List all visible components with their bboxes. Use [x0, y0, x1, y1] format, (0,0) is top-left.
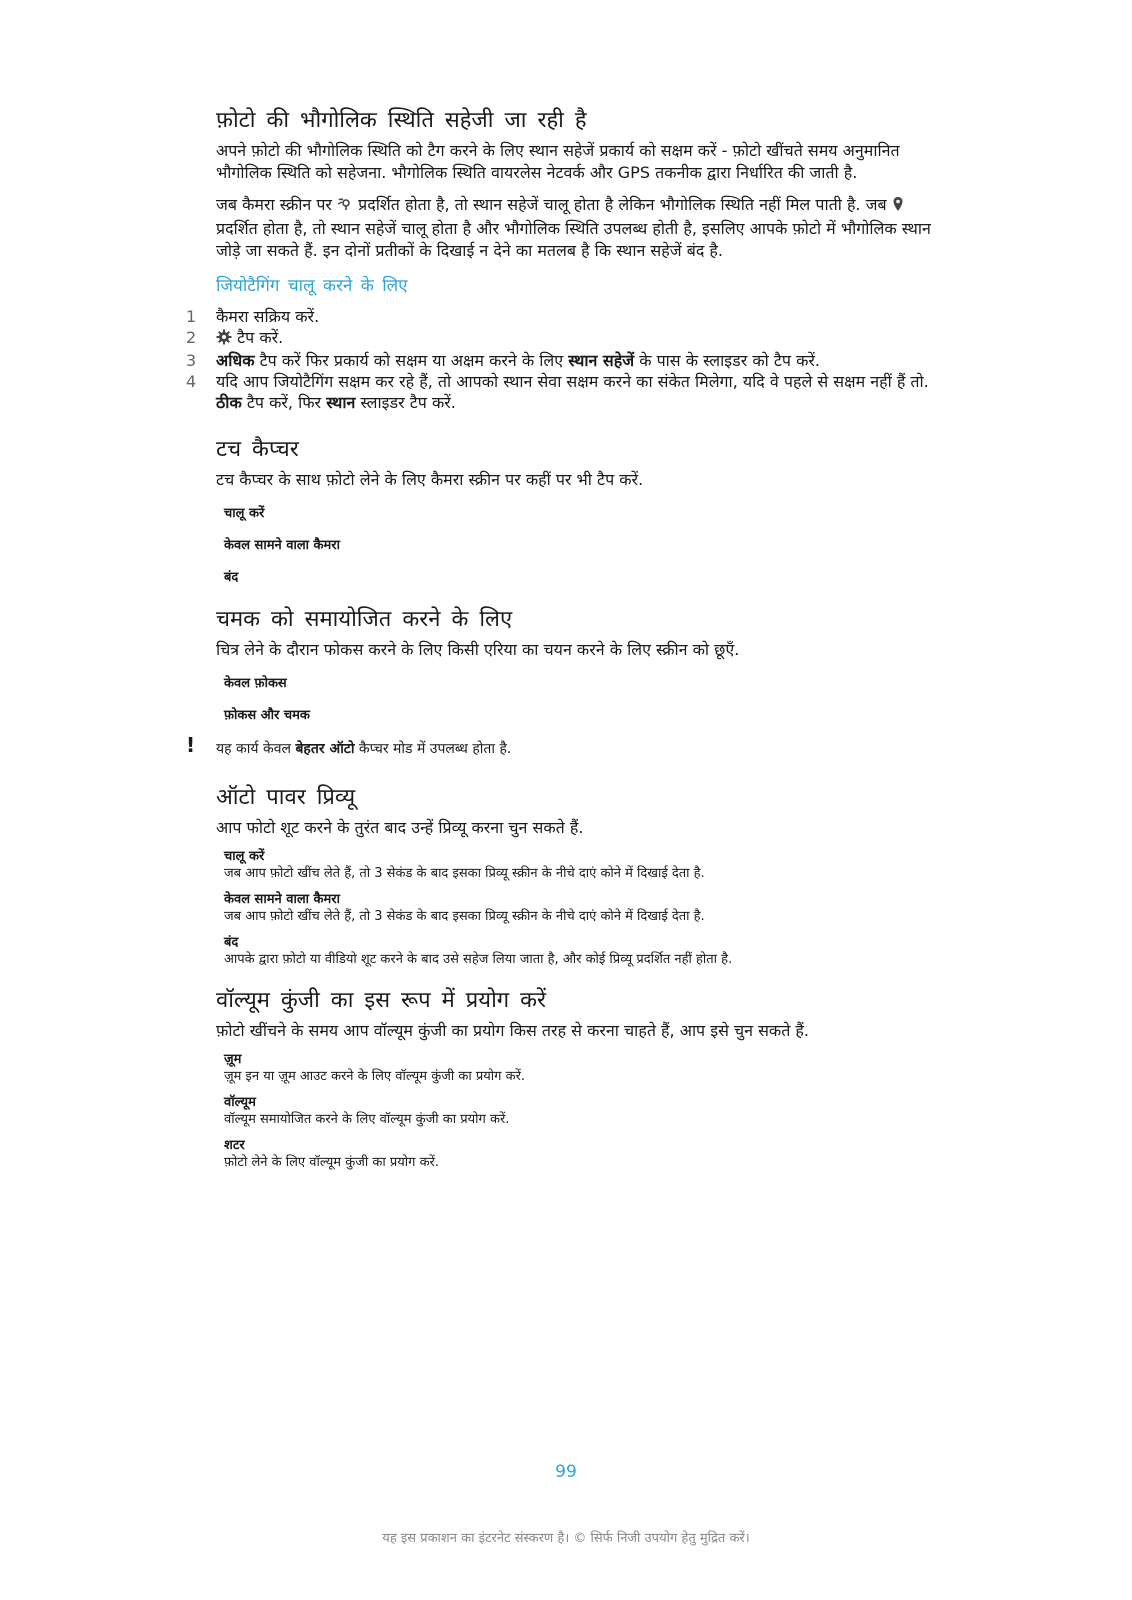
option-item: फ़ोकस और चमक: [224, 708, 310, 723]
sub-heading: जियोटैगिंग चालू करने के लिए: [216, 276, 408, 296]
section-brightness: [186, 605, 946, 759]
section-title: वॉल्यूम कुंजी का इस रूप में प्रयोग करें: [216, 988, 547, 1013]
note-text: यह कार्य केवल: [216, 741, 291, 757]
footer-text: यह इस प्रकाशन का इंटरनेट संस्करण है। © सिर्फ निजी उपयोग हेतु मुद्रित करें।: [382, 1531, 750, 1546]
option-description: जब आप फ़ोटो खींच लेते हैं, तो 3 सेकंड के बाद इसका प्रिव्यू स्क्रीन के नीचे दाएं कोने में दिखाई देता है.: [224, 866, 705, 881]
option-item: बंद: [224, 570, 239, 585]
text: प्रदर्शित होता है, तो स्थान सहेजें चालू होता है और भौगोलिक स्थिति उपलब्ध होती है, इसलिए आपके फ़ोटो में भौगोलिक स्थान जोड़े जा सकते हैं. इन दोनों प्रतीकों के दिखाई न देने का मतलब है कि स्थान सहेजें बंद है.: [216, 219, 931, 260]
option-title: ज़ूम: [224, 1052, 242, 1067]
step-number: 3: [186, 351, 197, 370]
step-text: के पास के स्लाइडर को टैप करें.: [639, 351, 821, 370]
section-title: ऑटो पावर प्रिव्यू: [216, 785, 356, 810]
section-auto-preview: [216, 783, 946, 968]
bold-term: स्थान सहेजें: [568, 351, 635, 370]
paragraph: फ़ोटो खींचने के समय आप वॉल्यूम कुंजी का प्रयोग किस तरह से करना चाहते हैं, आप इसे चुन सकते हैं.: [216, 1021, 809, 1040]
main-content: [186, 106, 946, 1189]
list-item: [186, 327, 946, 350]
steps-list: [186, 306, 946, 413]
option-item: [224, 892, 946, 925]
option-list: [224, 505, 946, 587]
step-text: टैप करें फिर प्रकार्य को सक्षम या अक्षम करने के लिए: [259, 351, 564, 370]
bold-term: बेहतर ऑटो: [295, 741, 355, 757]
bold-term: अधिक: [216, 351, 255, 370]
option-title: शटर: [224, 1138, 245, 1153]
list-item: [186, 306, 946, 327]
option-item: [224, 849, 946, 882]
gear-icon: [216, 329, 232, 350]
step-number: 4: [186, 372, 197, 391]
text: जब कैमरा स्क्रीन पर: [216, 195, 332, 214]
option-description: जब आप फ़ोटो खींच लेते हैं, तो 3 सेकंड के बाद इसका प्रिव्यू स्क्रीन के नीचे दाएं कोने में दिखाई देता है.: [224, 909, 705, 924]
section-title: फ़ोटो की भौगोलिक स्थिति सहेजी जा रही है: [216, 108, 587, 133]
step-text: टैप करें, फिर: [246, 393, 322, 412]
option-title: बंद: [224, 935, 239, 950]
step-text: यदि आप जियोटैगिंग सक्षम कर रहे हैं, तो आपको स्थान सेवा सक्षम करने का संकेत मिलेगा, यदि वे पहले से सक्षम नहीं हैं तो.: [216, 372, 929, 391]
option-item: केवल सामने वाला कैमरा: [224, 538, 340, 553]
paragraph: आप फोटो शूट करने के तुरंत बाद उन्हें प्रिव्यू करना चुन सकते हैं.: [216, 818, 584, 837]
option-description: आपके द्वारा फ़ोटो या वीडियो शूट करने के बाद उसे सहेज लिया जाता है, और कोई प्रिव्यू प्रदर्शित नहीं होता है.: [224, 952, 733, 967]
option-description: ज़ूम इन या ज़ूम आउट करने के लिए वॉल्यूम कुंजी का प्रयोग करें.: [224, 1069, 526, 1084]
option-title: वॉल्यूम: [224, 1095, 256, 1110]
bold-term: ठीक: [216, 393, 242, 412]
option-list: [224, 849, 946, 968]
bold-term: स्थान: [326, 393, 356, 412]
paragraph: अपने फ़ोटो की भौगोलिक स्थिति को टैग करने के लिए स्थान सहेजें प्रकार्य को सक्षम करें - फ़ोटो खींचते समय अनुमानित भौगोलिक स्थिति को सहेजना. भौगोलिक स्थिति वायरलेस नेटवर्क और GPS तकनीक द्वारा निर्धारित की जाती है.: [216, 141, 900, 182]
step-number: 1: [186, 307, 197, 326]
option-title: केवल सामने वाला कैमरा: [224, 892, 340, 907]
option-list: [224, 1052, 946, 1171]
option-item: चालू करें: [224, 506, 265, 521]
section-geotag: [186, 106, 946, 413]
paragraph: टच कैप्चर के साथ फ़ोटो लेने के लिए कैमरा स्क्रीन पर कहीं पर भी टैप करें.: [216, 470, 644, 489]
location-pin-icon: [892, 196, 904, 218]
list-item: [186, 350, 946, 371]
step-text: टैप करें.: [237, 328, 284, 347]
note-text: कैप्चर मोड में उपलब्ध होता है.: [358, 741, 512, 757]
step-text: कैमरा सक्रिय करें.: [216, 307, 320, 326]
step-text: स्लाइडर टैप करें.: [360, 393, 456, 412]
paragraph: चित्र लेने के दौरान फोकस करने के लिए किसी एरिया का चयन करने के लिए स्क्रीन को छूएँ.: [216, 640, 740, 659]
section-title: चमक को समायोजित करने के लिए: [216, 607, 513, 632]
option-description: फ़ोटो लेने के लिए वॉल्यूम कुंजी का प्रयोग करें.: [224, 1155, 440, 1170]
paragraph: [216, 194, 946, 262]
option-item: [224, 1052, 946, 1085]
section-title: टच कैप्चर: [216, 437, 299, 462]
section-volume-key: [216, 986, 946, 1171]
note: [186, 733, 946, 759]
option-description: वॉल्यूम समायोजित करने के लिए वॉल्यूम कुंजी का प्रयोग करें.: [224, 1112, 510, 1127]
option-title: चालू करें: [224, 849, 265, 864]
option-item: [224, 1138, 946, 1171]
warning-icon: !: [186, 733, 196, 757]
geotag-searching-icon: [337, 196, 353, 218]
option-item: केवल फ़ोकस: [224, 676, 287, 691]
section-touch-capture: [216, 435, 946, 587]
option-item: [224, 935, 946, 968]
option-list: [224, 675, 946, 725]
option-item: [224, 1095, 946, 1128]
text: प्रदर्शित होता है, तो स्थान सहेजें चालू होता है लेकिन भौगोलिक स्थिति नहीं मिल पाती है. जब: [358, 195, 887, 214]
list-item: [186, 371, 946, 413]
page-number: 99: [555, 1462, 577, 1482]
step-number: 2: [186, 328, 197, 347]
